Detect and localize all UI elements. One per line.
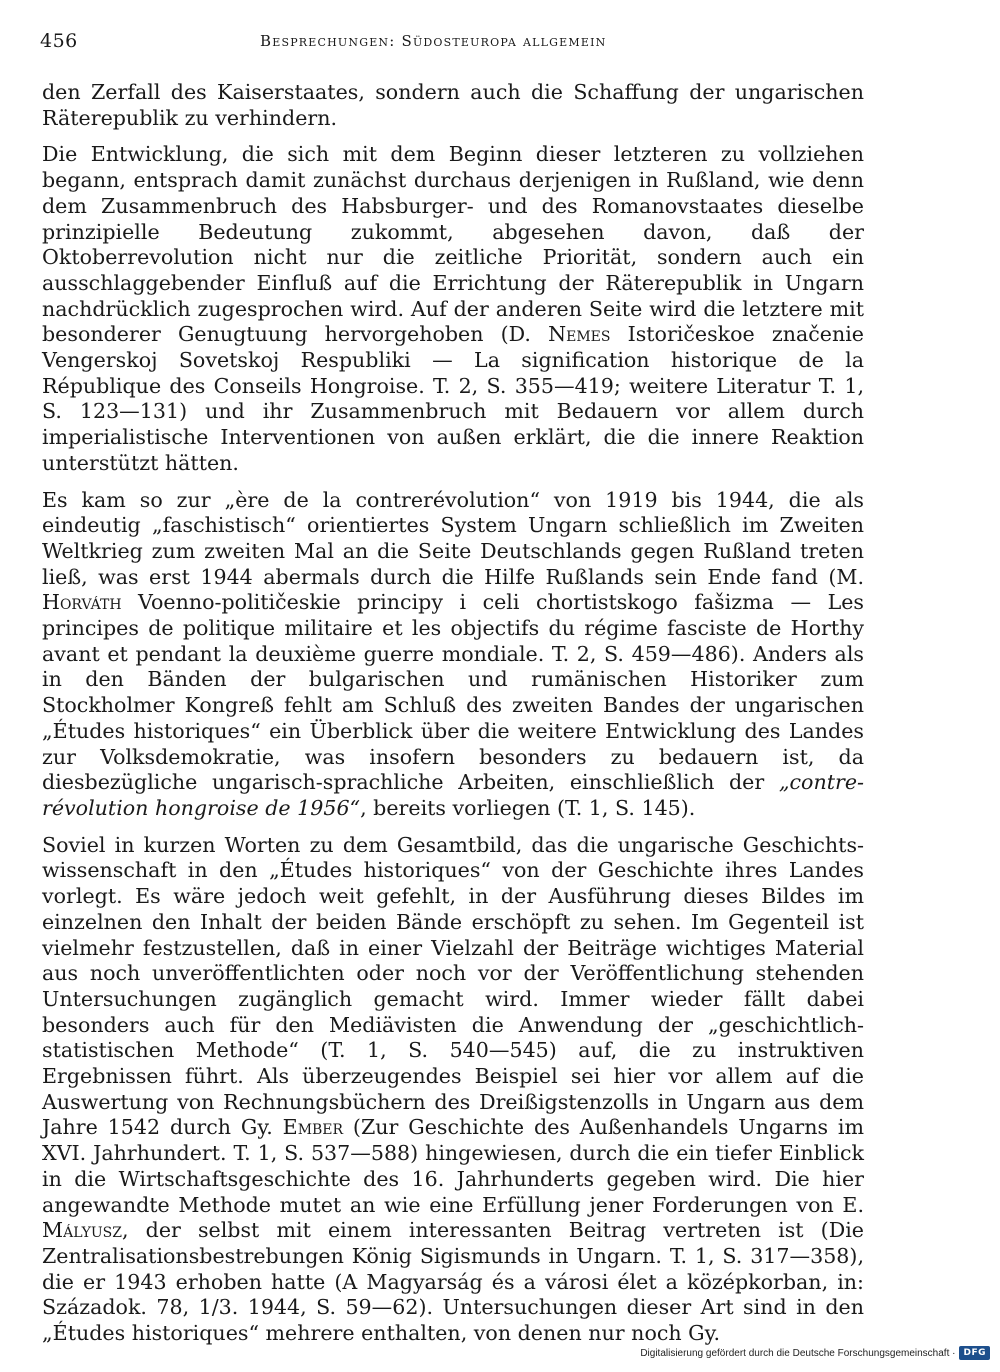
paragraph-text: Voenno-političeskie principy i celi chortistskogo fašizma — Les principes de politique militaire et les objectifs du régime fasciste de Horthy avant et pendant la deuxième guerre mondiale. T. 2, S. 459—486). Anders als in den Bänden der bulgarischen und rumänischen Historiker zum Stockholmer Kongreß fehlt am Schluß des zweiten Bandes der ungarischen „Études historiques“ ein Überblick über die weitere Entwicklung des Landes zur Volksdemokratie, was insofern besonders zu bedauern ist, da diesbezügliche ungarisch-sprachliche Arbeiten, einschließlich der <box>42 590 864 795</box>
paragraph-text: Soviel in kurzen Worten zu dem Gesamtbild, das die ungarische Geschichtswissenschaft in den „Études historiques“ von der Geschichte ihres Landes vorlegt. Es wäre jedoch weit gefehlt, in der Ausführung dieses Bildes im einzelnen den Inhalt der beiden Bände erschöpft zu sehen. Im Gegenteil ist vielmehr festzustellen, daß in einer Vielzahl der Beiträge wichtiges Material aus noch unveröffentlichten oder noch vor der Veröffentlichung stehenden Untersuchungen zugänglich gemacht wird. Immer wieder fällt dabei besonders auch für den Mediävisten die Anwendung der „geschichtlich-statistischen Methode“ (T. 1, S. 540—545) auf, die zu instruktiven Ergebnissen führt. Als überzeugendes Beispiel sei hier vor allem auf die Auswertung von Rechnungsbüchern des Dreißigstenzolls in Ungarn aus dem Jahre 1542 durch Gy. <box>42 832 864 1140</box>
paragraph-text: , bereits vorliegen (T. 1, S. 145). <box>360 795 696 820</box>
paragraph-text: Es kam so zur „ère de la contrerévolution“ von 1919 bis 1944, die als eindeutig „faschistisch“ orientiertes System Ungarn schließlich im Zweiten Weltkrieg zum zweiten Mal an die Seite Deutschlands gegen Rußland treten ließ, was erst 1944 abermals durch die Hilfe Rußlands sein Ende fand (M. <box>42 487 864 589</box>
digitization-credit <box>640 1344 990 1362</box>
paragraph-3 <box>42 488 864 822</box>
credit-text: Digitalisierung gefördert durch die Deutsche Forschungsgemeinschaft · <box>640 1347 956 1359</box>
paragraph-text: Die Entwicklung, die sich mit dem Beginn dieser letzteren zu vollziehen begann, entsprach damit zunächst durchaus derjenigen in Rußland, wie denn dem Zusammenbruch des Habsburger- und des Romanovstaates dieselbe prinzipielle Bedeutung zukommt, abgesehen davon, daß der Oktoberrevolution nicht nur die zeitliche Priorität, sondern auch ein ausschlaggebender Einfluß auf die Errichtung der Räterepublik in Ungarn nachdrücklich zugesprochen wird. Auf der anderen Seite wird die letztere mit besonderer Genugtuung hervorgehoben (D. <box>42 142 864 347</box>
paragraph-text: , der selbst mit einem interessanten Beitrag vertreten ist (Die Zentralisationsbestrebungen König Sigismunds in Ungarn. T. 1, S. 317—358), die er 1943 erhoben hatte (A Magyarság és a városi élet a középkorban, in: Századok. 78, 1/3. 1944, S. 59—62). Untersuchungen dieser Art sind in den „Études historiques“ mehrere enthalten, von denen nur noch Gy. <box>42 1218 864 1346</box>
italic-quote: „contre-révolution hongroise de 1956“ <box>42 770 864 820</box>
author-name: Nemes <box>548 322 611 347</box>
page-number: 456 <box>40 30 78 52</box>
paragraph-4 <box>42 833 864 1347</box>
paragraph-text: (Zur Geschichte des Außenhandels Ungarns im XVI. Jahrhundert. T. 1, S. 537—588) hingewiesen, durch die ein tiefer Einblick in die Wirtschaftsgeschichte des 16. Jahrhunderts gegeben wird. Die hier angewandte Methode mutet an wie eine Erfüllung jener Forderungen von E. <box>42 1115 865 1217</box>
paragraph-1 <box>42 80 864 131</box>
article-body <box>42 80 864 1358</box>
running-head-title: Besprechungen: Südosteuropa allgemein <box>260 32 607 50</box>
author-name: Horváth <box>42 590 122 615</box>
paragraph-2 <box>42 142 864 476</box>
dfg-logo: DFG <box>959 1346 990 1360</box>
paragraph-text: den Zerfall des Kaiserstaates, sondern auch die Schaffung der ungarischen Räterepublik zu verhindern. <box>42 80 864 130</box>
author-name: Ember <box>282 1115 344 1140</box>
running-head <box>40 30 902 58</box>
paragraph-text: Istoričeskoe značenie Vengerskoj Sovetskoj Respubliki — La signification historique de la République des Conseils Hongroise. T. 2, S. 355—419; weitere Literatur T. 1, S. 123—131) und ihr Zusammenbruch mit Bedauern vor allem durch imperialistische Interventionen von außen erklärt, die die innere Reaktion unterstützt hätten. <box>42 322 864 475</box>
author-name: Mályusz <box>42 1218 122 1243</box>
